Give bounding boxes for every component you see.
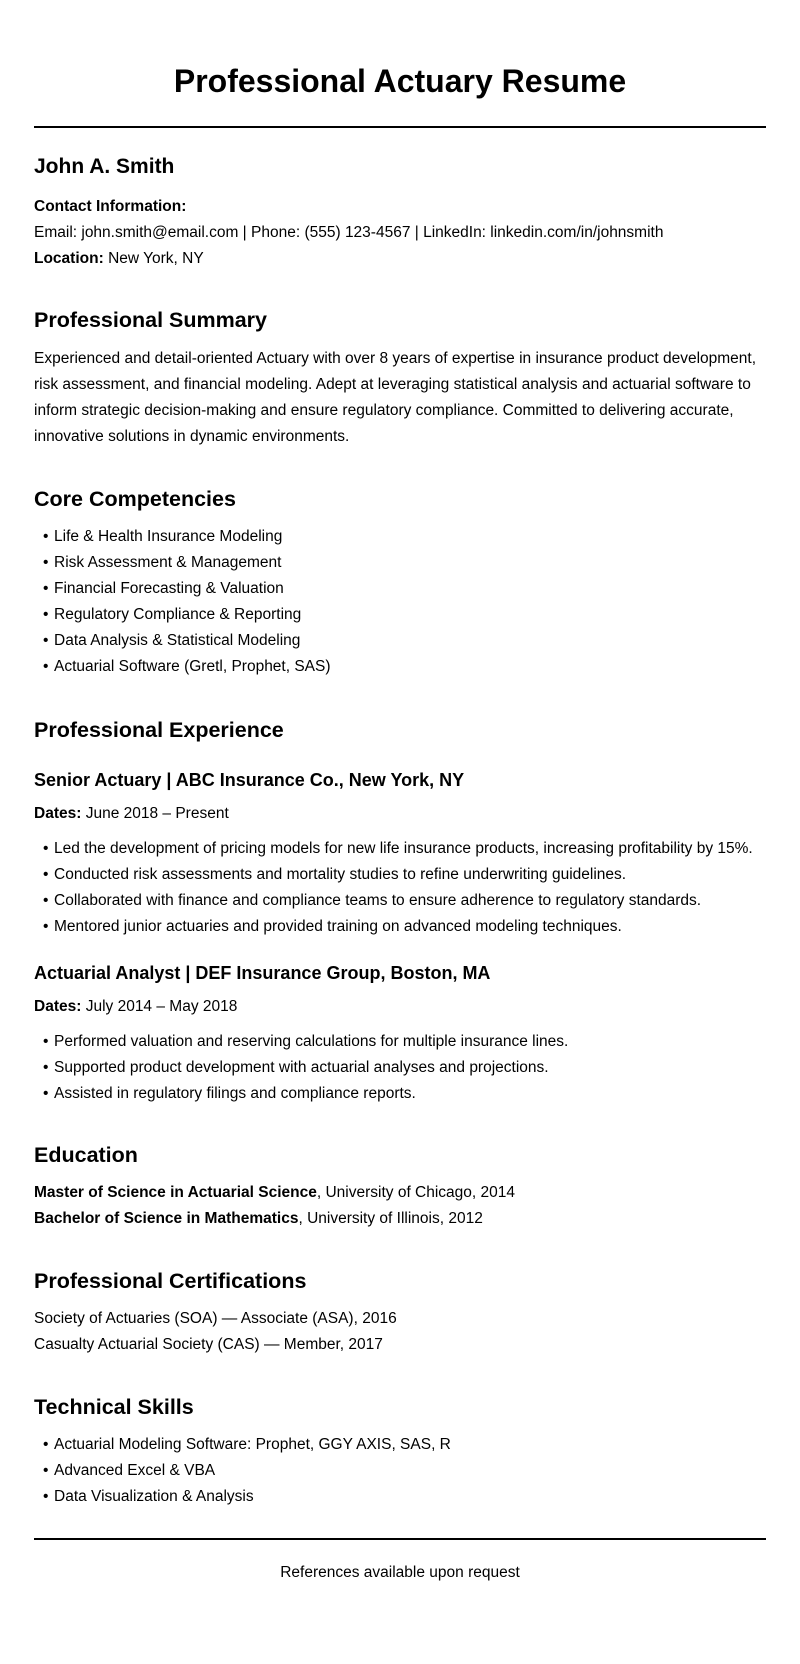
technical-skills-list xyxy=(34,1432,766,1510)
list-item xyxy=(43,628,766,654)
list-item-text: Collaborated with finance and compliance teams to ensure adherence to regulatory standards. xyxy=(54,892,702,909)
list-item xyxy=(43,836,766,862)
location-label: Location: xyxy=(34,250,104,267)
list-item xyxy=(43,654,766,680)
bullet-icon: • xyxy=(43,528,49,545)
degree-detail: , University of Illinois, 2012 xyxy=(298,1210,483,1227)
experience-heading: Professional Experience xyxy=(34,718,284,742)
job-title: Senior Actuary | ABC Insurance Co., New York, NY xyxy=(34,770,465,790)
footer-divider xyxy=(34,1538,766,1540)
job-dates xyxy=(34,994,766,1020)
competencies-heading: Core Competencies xyxy=(34,487,236,511)
list-item xyxy=(43,914,766,940)
header-divider xyxy=(34,126,766,128)
bullet-icon: • xyxy=(43,606,49,623)
education-item xyxy=(34,1180,766,1206)
bullet-icon: • xyxy=(43,866,49,883)
list-item-text: Actuarial Modeling Software: Prophet, GGY AXIS, SAS, R xyxy=(54,1436,451,1453)
bullet-icon: • xyxy=(43,554,49,571)
bullet-icon: • xyxy=(43,1488,49,1505)
certifications-heading: Professional Certifications xyxy=(34,1269,307,1293)
list-item xyxy=(43,576,766,602)
list-item xyxy=(43,888,766,914)
page-title: Professional Actuary Resume xyxy=(173,63,627,99)
certification-item: Society of Actuaries (SOA) — Associate (ASA), 2016 xyxy=(34,1310,397,1327)
list-item xyxy=(43,1432,766,1458)
list-item-text: Data Analysis & Statistical Modeling xyxy=(54,632,301,649)
list-item-text: Assisted in regulatory filings and compliance reports. xyxy=(54,1085,416,1102)
list-item-text: Data Visualization & Analysis xyxy=(54,1488,254,1505)
location-value: New York, NY xyxy=(108,250,204,267)
certifications-list xyxy=(34,1306,766,1358)
list-item-text: Supported product development with actuarial analyses and projections. xyxy=(54,1059,549,1076)
dates-value: June 2018 – Present xyxy=(85,805,229,822)
list-item xyxy=(43,524,766,550)
bullet-icon: • xyxy=(43,840,49,857)
list-item xyxy=(43,1029,766,1055)
list-item xyxy=(43,550,766,576)
candidate-name: John A. Smith xyxy=(34,155,175,178)
list-item xyxy=(43,1055,766,1081)
summary-heading: Professional Summary xyxy=(34,308,268,332)
list-item-text: Conducted risk assessments and mortality studies to refine underwriting guidelines. xyxy=(54,866,627,883)
list-item-text: Risk Assessment & Management xyxy=(54,554,282,571)
contact-heading: Contact Information: xyxy=(34,198,187,215)
dates-label: Dates: xyxy=(34,805,82,822)
certification-item: Casualty Actuarial Society (CAS) — Member, 2017 xyxy=(34,1336,383,1353)
list-item xyxy=(43,1484,766,1510)
education-heading: Education xyxy=(34,1143,138,1167)
competencies-list xyxy=(34,524,766,680)
technical-skills-heading: Technical Skills xyxy=(34,1395,194,1419)
education-item xyxy=(34,1206,766,1232)
location-line xyxy=(34,246,766,272)
bullet-icon: • xyxy=(43,1033,49,1050)
list-item xyxy=(43,862,766,888)
list-item-text: Life & Health Insurance Modeling xyxy=(54,528,283,545)
dates-value: July 2014 – May 2018 xyxy=(85,998,238,1015)
bullet-icon: • xyxy=(43,580,49,597)
list-item-text: Advanced Excel & VBA xyxy=(54,1462,216,1479)
footer-note: References available upon request xyxy=(280,1564,520,1581)
bullet-icon: • xyxy=(43,1085,49,1102)
job-title: Actuarial Analyst | DEF Insurance Group, Boston, MA xyxy=(34,963,491,983)
bullet-icon: • xyxy=(43,1462,49,1479)
bullet-icon: • xyxy=(43,918,49,935)
job-bullets xyxy=(34,836,766,940)
list-item-text: Actuarial Software (Gretl, Prophet, SAS) xyxy=(54,658,331,675)
summary-text: Experienced and detail-oriented Actuary with over 8 years of expertise in insurance product development, risk assessment, and financial modeling. Adept at leveraging statistical analysis and actuarial software to inform strategic decision-making and ensure regulatory compliance. Committed to delivering accurate, innovative solutions in dynamic environments. xyxy=(34,350,757,445)
list-item xyxy=(43,602,766,628)
degree-name: Master of Science in Actuarial Science xyxy=(34,1184,317,1201)
job-dates xyxy=(34,801,766,827)
dates-label: Dates: xyxy=(34,998,82,1015)
bullet-icon: • xyxy=(43,1059,49,1076)
bullet-icon: • xyxy=(43,892,49,909)
list-item-text: Financial Forecasting & Valuation xyxy=(54,580,284,597)
bullet-icon: • xyxy=(43,658,49,675)
education-list xyxy=(34,1180,766,1232)
bullet-icon: • xyxy=(43,632,49,649)
degree-name: Bachelor of Science in Mathematics xyxy=(34,1210,299,1227)
list-item xyxy=(43,1458,766,1484)
list-item-text: Regulatory Compliance & Reporting xyxy=(54,606,302,623)
job-bullets xyxy=(34,1029,766,1107)
list-item-text: Mentored junior actuaries and provided training on advanced modeling techniques. xyxy=(54,918,622,935)
contact-line: Email: john.smith@email.com | Phone: (555) 123-4567 | LinkedIn: linkedin.com/in/johnsmith xyxy=(34,224,664,241)
list-item xyxy=(43,1081,766,1107)
list-item-text: Performed valuation and reserving calculations for multiple insurance lines. xyxy=(54,1033,569,1050)
bullet-icon: • xyxy=(43,1436,49,1453)
list-item-text: Led the development of pricing models for new life insurance products, increasing profitability by 15%. xyxy=(54,840,753,857)
degree-detail: , University of Chicago, 2014 xyxy=(316,1184,516,1201)
